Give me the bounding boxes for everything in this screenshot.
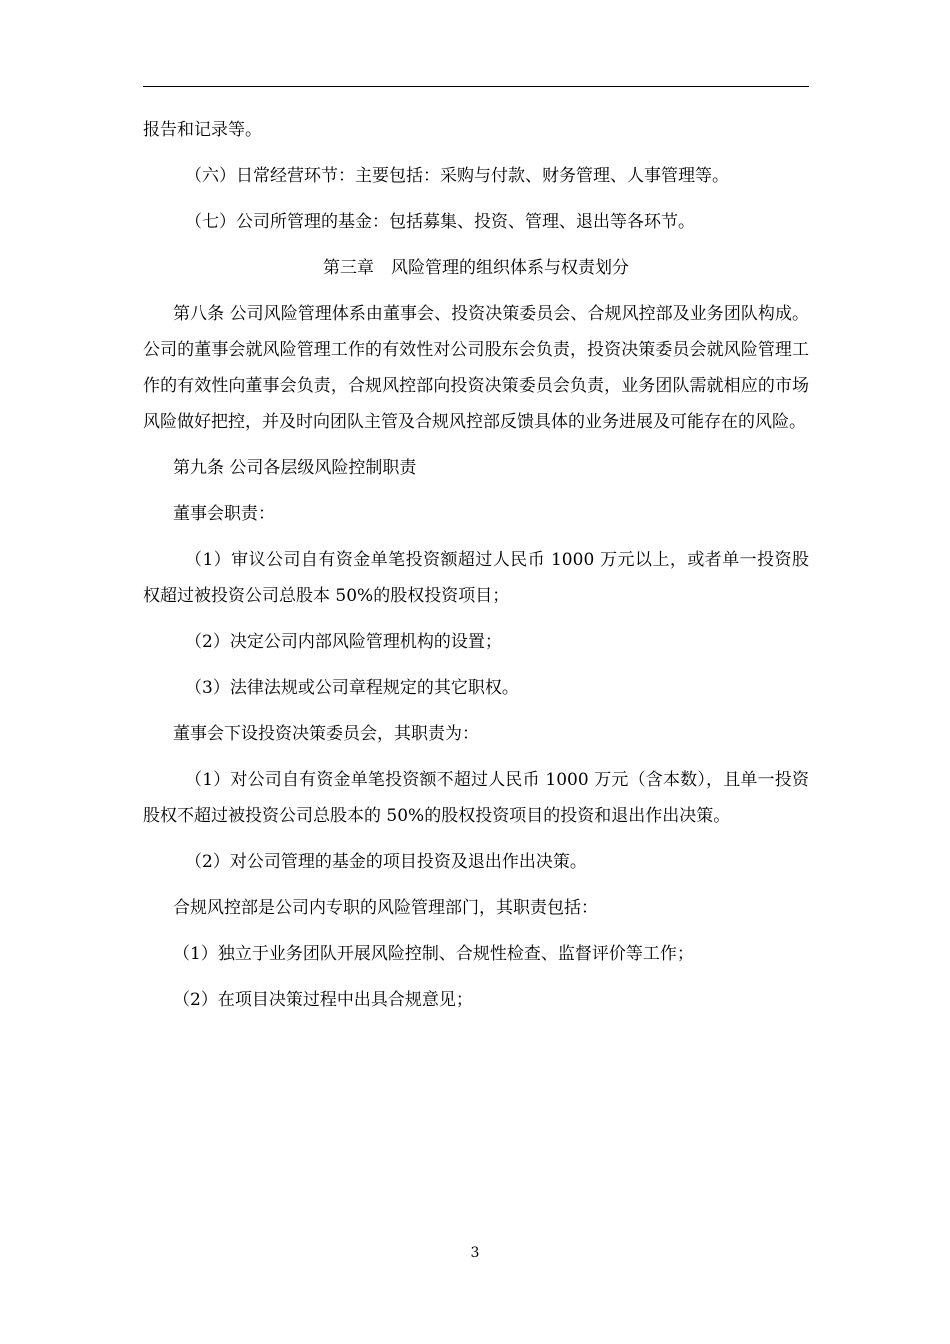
article-paragraph: 第九条 公司各层级风险控制职责 xyxy=(173,458,417,478)
list-item: （1）独立于业务团队开展风险控制、合规性检查、监督评价等工作； xyxy=(173,944,694,964)
list-item: （1）审议公司自有资金单笔投资额超过人民币 1000 万元以上，或者单一投资股权超过被投资公司总股本 50%的股权投资项目； xyxy=(143,550,809,606)
paragraph: （六）日常经营环节：主要包括：采购与付款、财务管理、人事管理等。 xyxy=(185,166,729,186)
document-body xyxy=(143,112,809,1028)
article-paragraph: 第八条 公司风险管理体系由董事会、投资决策委员会、合规风控部及业务团队构成。公司的董事会就风险管理工作的有效性对公司股东会负责，投资决策委员会就风险管理工作的有效性向董事会负责，合规风控部向投资决策委员会负责，业务团队需就相应的市场风险做好把控，并及时向团队主管及合规风控部反馈具体的业务进展及可能存在的风险。 xyxy=(143,304,809,432)
list-item: （2）在项目决策过程中出具合规意见； xyxy=(173,990,473,1010)
header-rule xyxy=(143,86,809,87)
list-item: （2）对公司管理的基金的项目投资及退出作出决策。 xyxy=(185,852,587,872)
page-number: 3 xyxy=(470,1245,480,1261)
list-item: （2）决定公司内部风险管理机构的设置； xyxy=(185,632,502,652)
chapter-heading: 第三章 风险管理的组织体系与权责划分 xyxy=(323,258,629,278)
paragraph: 董事会职责： xyxy=(173,504,275,524)
paragraph: 合规风控部是公司内专职的风险管理部门，其职责包括： xyxy=(173,898,598,918)
list-item: （3）法律法规或公司章程规定的其它职权。 xyxy=(185,678,519,698)
paragraph: 董事会下设投资决策委员会，其职责为： xyxy=(173,724,479,744)
list-item: （1）对公司自有资金单笔投资额不超过人民币 1000 万元（含本数），且单一投资股权不超过被投资公司总股本的 50%的股权投资项目的投资和退出作出决策。 xyxy=(143,770,809,826)
paragraph: （七）公司所管理的基金：包括募集、投资、管理、退出等各环节。 xyxy=(185,212,695,232)
paragraph: 报告和记录等。 xyxy=(143,120,262,140)
